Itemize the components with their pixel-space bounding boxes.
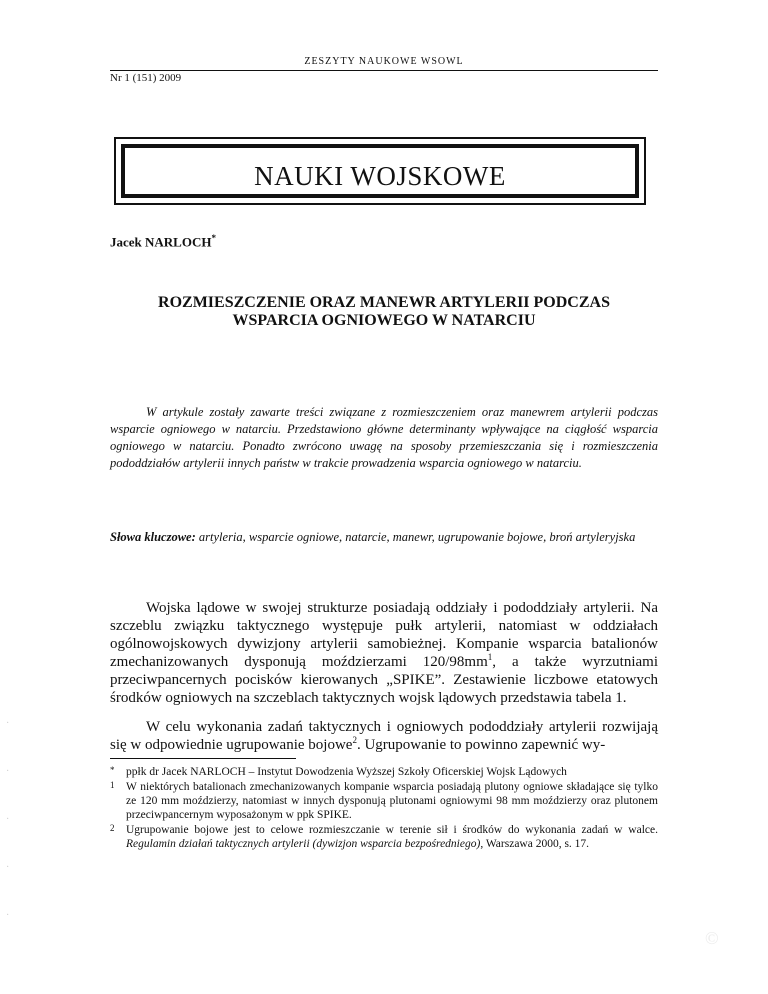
footnote-separator bbox=[110, 758, 296, 759]
article-title-line-2: WSPARCIA OGNIOWEGO W NATARCIU bbox=[232, 312, 536, 329]
footnote-1 bbox=[110, 780, 658, 822]
keywords-text: artyleria, wsparcie ogniowe, natarcie, manewr, ugrupowanie bojowe, broń artyleryjska bbox=[198, 530, 636, 544]
footnote-ref-1[interactable]: 1 bbox=[487, 652, 493, 662]
author-footnote-mark: * bbox=[211, 233, 216, 243]
section-title-frame bbox=[121, 144, 639, 198]
section-title: NAUKI WOJSKOWE bbox=[254, 161, 506, 191]
journal-name: ZESZYTY NAUKOWE WSOWL bbox=[304, 56, 464, 67]
footnotes bbox=[110, 765, 658, 852]
footnote-ref-2[interactable]: 2 bbox=[352, 735, 357, 745]
body-paragraph-1 bbox=[110, 599, 658, 707]
footnote-text-a: Ugrupowanie bojowe jest to celowe rozmieszczanie w terenie sił i środków do wykonania zadań w walce. bbox=[126, 824, 658, 836]
footnote-mark: 2 bbox=[110, 823, 115, 833]
body-paragraph-2-part-a: W celu wykonania zadań taktycznych i ogniowych pododdziały artylerii rozwijają się w odpowiednie ugrupowanie bojowe bbox=[110, 719, 658, 753]
footnote-mark: * bbox=[110, 765, 115, 775]
footnote-text: W niektórych batalionach zmechanizowanych kompanie wsparcia posiadają plutony ogniowe składające się tylko ze 120 mm moździerzy, natomiast w innych dysponują plutonami ogniowymi 98 mm moździerzy oraz plutonem przeciwpancernym wyposażonym w ppk SPIKE. bbox=[126, 781, 658, 821]
footnote-2 bbox=[110, 823, 658, 851]
body-paragraph-2 bbox=[110, 718, 658, 754]
author-name bbox=[110, 233, 216, 250]
body-paragraph-1-part-a: Wojska lądowe w swojej strukturze posiadają oddziały i pododdziały artylerii. Na szczeblu związku taktycznego występuje pułk artylerii, natomiast w oddziałach ogólnowojskowych dywizjony artylerii samobieżnej. Kompanie wsparcia batalionów zmechanizowanych dysponują moździerzami 120/98mm bbox=[110, 600, 658, 670]
abstract-indent bbox=[110, 405, 146, 419]
footnote-author bbox=[110, 765, 658, 779]
abstract bbox=[110, 404, 658, 472]
footnote-citation-title: Regulamin działań taktycznych artylerii (dywizjon wsparcia bezpośredniego) bbox=[126, 838, 481, 850]
article-title bbox=[110, 294, 658, 330]
running-header bbox=[110, 56, 658, 71]
footnote-text: ppłk dr Jacek NARLOCH – Instytut Dowodzenia Wyższej Szkoły Oficerskiej Wojsk Lądowych bbox=[126, 766, 567, 778]
paragraph-indent bbox=[110, 719, 146, 735]
body-paragraph-1-part-b: , a także wyrzutniami przeciwpancernych pocisków kierowanych „SPIKE”. Zestawienie liczbowe etatowych środków ogniowych na szczeblach taktycznych wojsk lądowych przedstawia tabela 1. bbox=[110, 654, 658, 706]
footnote-mark: 1 bbox=[110, 780, 115, 790]
author-name-text: Jacek NARLOCH bbox=[110, 234, 212, 250]
abstract-text: W artykule zostały zawarte treści związane z rozmieszczeniem oraz manewrem artylerii podczas wsparcie ogniowego w natarciu. Przedstawiono główne determinanty wpływające na ciągłość wsparcia ogniowego w natarciu. Ponadto zwrócono uwagę na sposoby przemieszczania się i rozmieszczenia pododdziałów artylerii innych państw w trakcie prowadzenia wsparcia ogniowego w natarciu. bbox=[110, 405, 658, 470]
paragraph-indent bbox=[110, 600, 146, 616]
copyright-circle-icon: © bbox=[705, 928, 719, 948]
keywords bbox=[110, 529, 658, 546]
footnote-text-b: , Warszawa 2000, s. 17. bbox=[480, 838, 590, 850]
scan-margin-marks: · · · · · bbox=[6, 718, 10, 921]
article-title-line-1: ROZMIESZCZENIE ORAZ MANEWR ARTYLERII PODCZAS bbox=[158, 294, 610, 311]
keywords-label: Słowa kluczowe: bbox=[110, 530, 196, 544]
section-title-box bbox=[114, 137, 646, 205]
body-paragraph-2-part-b: . Ugrupowanie to powinno zapewnić wy- bbox=[356, 737, 606, 753]
issue-number: Nr 1 (151) 2009 bbox=[110, 72, 182, 84]
